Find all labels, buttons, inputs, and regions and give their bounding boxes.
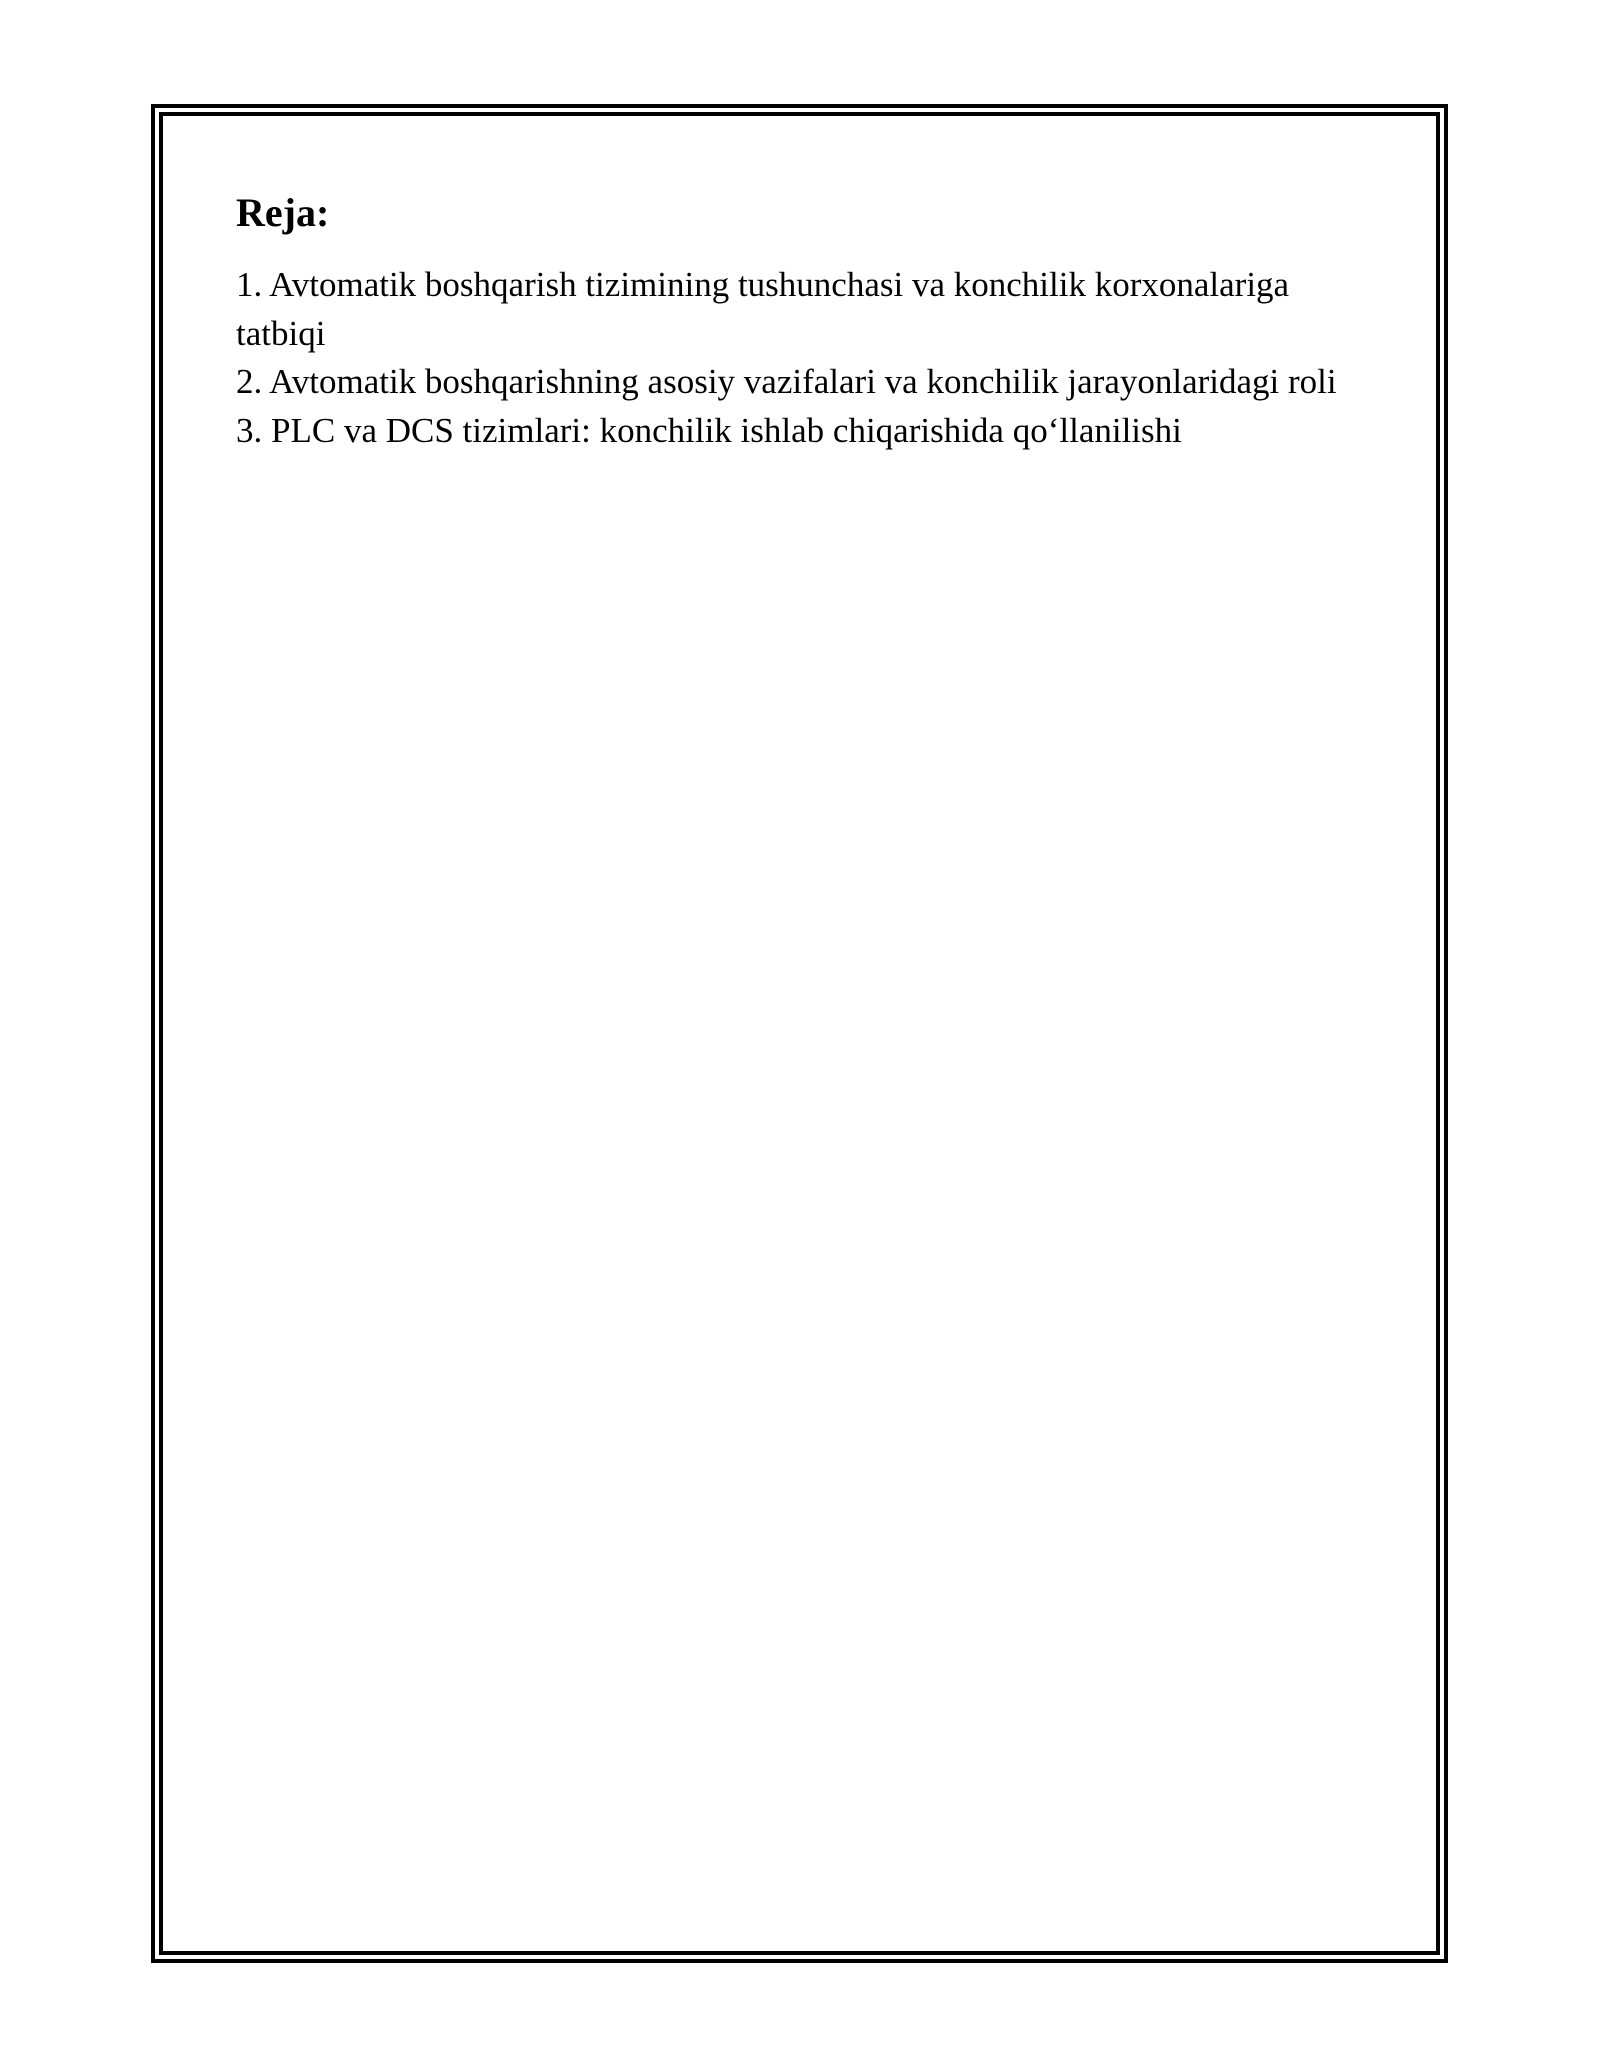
plan-item-3: 3. PLC va DCS tizimlari: konchilik ishlab chiqarishida qo‘llanilishi (236, 410, 1182, 450)
plan-item-2: 2. Avtomatik boshqarishning asosiy vazifalari va konchilik jarayonlaridagi roli (236, 362, 1337, 401)
plan-heading: Reja: (236, 190, 330, 235)
plan-item-1: 1. Avtomatik boshqarish tizimining tushunchasi va konchilik korxonalariga tatbiqi (236, 265, 1290, 353)
page-content (236, 185, 1366, 455)
plan-list (236, 261, 1366, 455)
